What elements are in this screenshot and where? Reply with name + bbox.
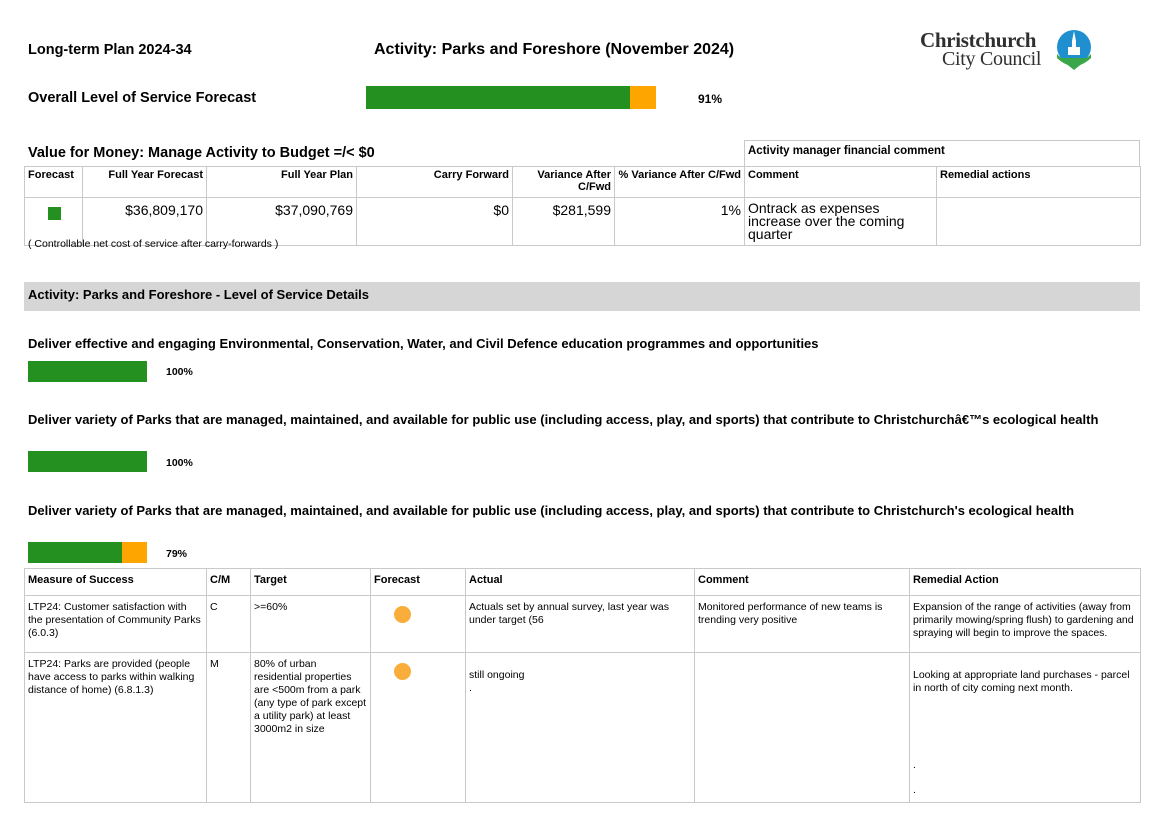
activity-title: Activity: Parks and Foreshore (November 2024) <box>374 41 735 58</box>
level-title: Deliver variety of Parks that are managed, maintained, and available for public use (including access, play, and sports) that contribute to Christchurchâ€™s ecological health <box>28 412 1099 427</box>
cathedral-emblem-icon <box>1053 28 1095 70</box>
actual-extra: . <box>469 682 472 694</box>
cm-cell: M <box>207 653 251 803</box>
level-progress-bar <box>28 542 147 563</box>
col-header-comment: Comment <box>695 569 910 596</box>
amber-status-dot <box>394 606 411 623</box>
remedial-extra: . <box>913 784 916 796</box>
section-title: Activity: Parks and Foreshore - Level of Service Details <box>28 287 370 302</box>
col-header-forecast: Forecast <box>25 167 83 198</box>
level-progress-fill <box>28 542 122 563</box>
variance-value: $281,599 <box>513 198 615 246</box>
col-header-remedial: Remedial actions <box>937 167 1141 198</box>
overall-percent: 91% <box>698 92 723 106</box>
logo-line-2: City Council <box>942 48 1042 70</box>
full-year-plan-value: $37,090,769 <box>207 198 357 246</box>
financial-remedial <box>937 198 1141 246</box>
col-header-comment: Comment <box>745 167 937 198</box>
col-header-cm: C/M <box>207 569 251 596</box>
col-header-remedial-action: Remedial Action <box>910 569 1141 596</box>
level-title: Deliver effective and engaging Environmental, Conservation, Water, and Civil Defence education programmes and opportunities <box>28 336 819 351</box>
level-progress-bar <box>28 361 147 382</box>
col-header-full-year-forecast: Full Year Forecast <box>83 167 207 198</box>
level-percent: 79% <box>166 548 188 560</box>
cm-cell: C <box>207 596 251 653</box>
actual-text: still ongoing <box>469 669 525 681</box>
measure-cell: LTP24: Parks are provided (people have access to parks within walking distance of home) (6.8.1.3) <box>25 653 207 803</box>
actual-cell: Actuals set by annual survey, last year was under target (56 <box>466 596 695 653</box>
col-header-full-year-plan: Full Year Plan <box>207 167 357 198</box>
remedial-text: Looking at appropriate land purchases - parcel in north of city coming next month. <box>913 669 1130 694</box>
table-row <box>25 596 1141 653</box>
financial-header-row <box>25 167 1141 198</box>
level-progress-fill <box>28 451 147 472</box>
overall-progress-fill <box>366 86 630 109</box>
col-header-pct-variance: % Variance After C/Fwd <box>615 167 745 198</box>
target-cell: >=60% <box>251 596 371 653</box>
comment-cell: Monitored performance of new teams is trending very positive <box>695 596 910 653</box>
col-header-variance: Variance After C/Fwd <box>513 167 615 198</box>
remedial-extra: . <box>913 759 916 771</box>
level-title: Deliver variety of Parks that are managed, maintained, and available for public use (including access, play, and sports) that contribute to Christchurch's ecological health <box>28 503 1075 518</box>
green-status-square <box>48 207 61 220</box>
plan-title: Long-term Plan 2024-34 <box>28 42 192 58</box>
comment-cell <box>695 653 910 803</box>
level-percent: 100% <box>166 366 193 378</box>
amber-status-dot <box>394 663 411 680</box>
carry-forward-value: $0 <box>357 198 513 246</box>
col-header-target: Target <box>251 569 371 596</box>
remedial-cell <box>910 653 1141 803</box>
manager-comment-label: Activity manager financial comment <box>748 145 945 157</box>
council-logo <box>920 28 1100 72</box>
pct-variance-value: 1% <box>615 198 745 246</box>
measures-header-row <box>25 569 1141 596</box>
target-cell: 80% of urban residential properties are <500m from a park (any type of park except a utility park) at least 3000m2 in size <box>251 653 371 803</box>
actual-cell <box>466 653 695 803</box>
level-percent: 100% <box>166 457 193 469</box>
level-progress-bar <box>28 451 147 472</box>
col-header-carry-forward: Carry Forward <box>357 167 513 198</box>
col-header-forecast: Forecast <box>371 569 466 596</box>
logo-line-1: Christchurch <box>920 28 1037 52</box>
measures-table <box>24 568 1141 803</box>
forecast-cell <box>371 596 466 653</box>
financial-comment: Ontrack as expenses increase over the coming quarter <box>745 198 937 246</box>
forecast-cell <box>371 653 466 803</box>
overall-progress-bar <box>366 86 656 109</box>
measure-cell: LTP24: Customer satisfaction with the presentation of Community Parks (6.0.3) <box>25 596 207 653</box>
col-header-actual: Actual <box>466 569 695 596</box>
value-for-money-title: Value for Money: Manage Activity to Budget =/< $0 <box>28 145 375 161</box>
level-progress-fill <box>28 361 147 382</box>
financial-note: ( Controllable net cost of service after carry-forwards ) <box>28 238 279 250</box>
table-row <box>25 653 1141 803</box>
financial-table <box>24 166 1141 246</box>
overall-forecast-label: Overall Level of Service Forecast <box>28 90 257 106</box>
col-header-measure: Measure of Success <box>25 569 207 596</box>
full-year-forecast-value: $36,809,170 <box>83 198 207 246</box>
remedial-cell: Expansion of the range of activities (away from primarily mowing/spring flush) to gardening and spraying will begin to improve the spaces. <box>910 596 1141 653</box>
